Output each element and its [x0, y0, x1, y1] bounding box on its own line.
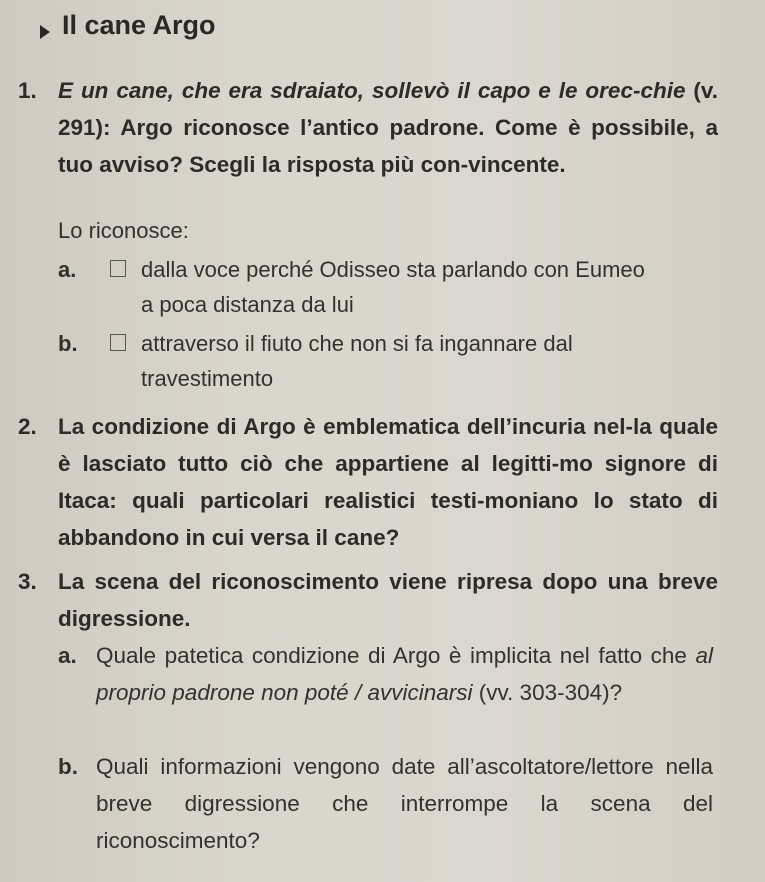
subquestion-letter: b. — [58, 754, 78, 779]
subquestion-text — [96, 637, 713, 711]
question-text: La condizione di Argo è emblematica dell’incuria nel-la quale è lasciato tutto ciò che appartiene al legitti-mo signore di Itaca: quali particolari realistici testi-moniano lo stato di abbandono in cui versa il cane? — [58, 414, 718, 550]
answer-option-b — [58, 326, 658, 396]
section-title — [40, 10, 216, 41]
subquestion-text-before: Quale patetica condizione di Argo è implicita nel fatto che — [96, 643, 696, 668]
answer-option-a — [58, 252, 658, 322]
quoted-verse: E un cane, che era sdraiato, sollevò il capo e le orec-chie — [58, 78, 686, 103]
option-text: attraverso il fiuto che non si fa ingannare dal travestimento — [141, 331, 573, 391]
subquestion-a — [58, 637, 713, 711]
answer-lead: Lo riconosce: — [58, 218, 189, 243]
subquestion-b — [58, 748, 713, 859]
question-1 — [18, 72, 718, 183]
question-number: 1. — [18, 78, 37, 103]
subquestion-letter: a. — [58, 643, 77, 668]
subquestion-text-after: (vv. 303-304)? — [472, 680, 623, 705]
question-text-rest: (v. 291): Argo riconosce l’antico padrone. Come è possibile, a tuo avviso? Scegli la risposta più con-vincente. — [58, 78, 719, 177]
option-letter: b. — [58, 331, 78, 356]
option-letter: a. — [58, 257, 77, 282]
question-number: 3. — [18, 569, 37, 594]
question-text: La scena del riconoscimento viene ripresa dopo una breve digressione. — [58, 569, 718, 631]
subquestion-text: Quali informazioni vengono date all’ascoltatore/lettore nella breve digressione che interrompe la scena del riconoscimento? — [96, 754, 713, 853]
section-title-text: Il cane Argo — [62, 10, 216, 40]
question-2 — [18, 408, 718, 556]
question-number: 2. — [18, 414, 37, 439]
question-text — [58, 72, 718, 183]
question-3 — [18, 563, 718, 637]
triangle-bullet-icon — [40, 25, 50, 39]
quoted-verse: al proprio padrone non poté / avvicinarsi — [96, 643, 713, 705]
option-text: dalla voce perché Odisseo sta parlando con Eumeo a poca distanza da lui — [141, 257, 645, 317]
option-a-checkbox[interactable] — [110, 260, 126, 277]
option-b-checkbox[interactable] — [110, 334, 126, 351]
